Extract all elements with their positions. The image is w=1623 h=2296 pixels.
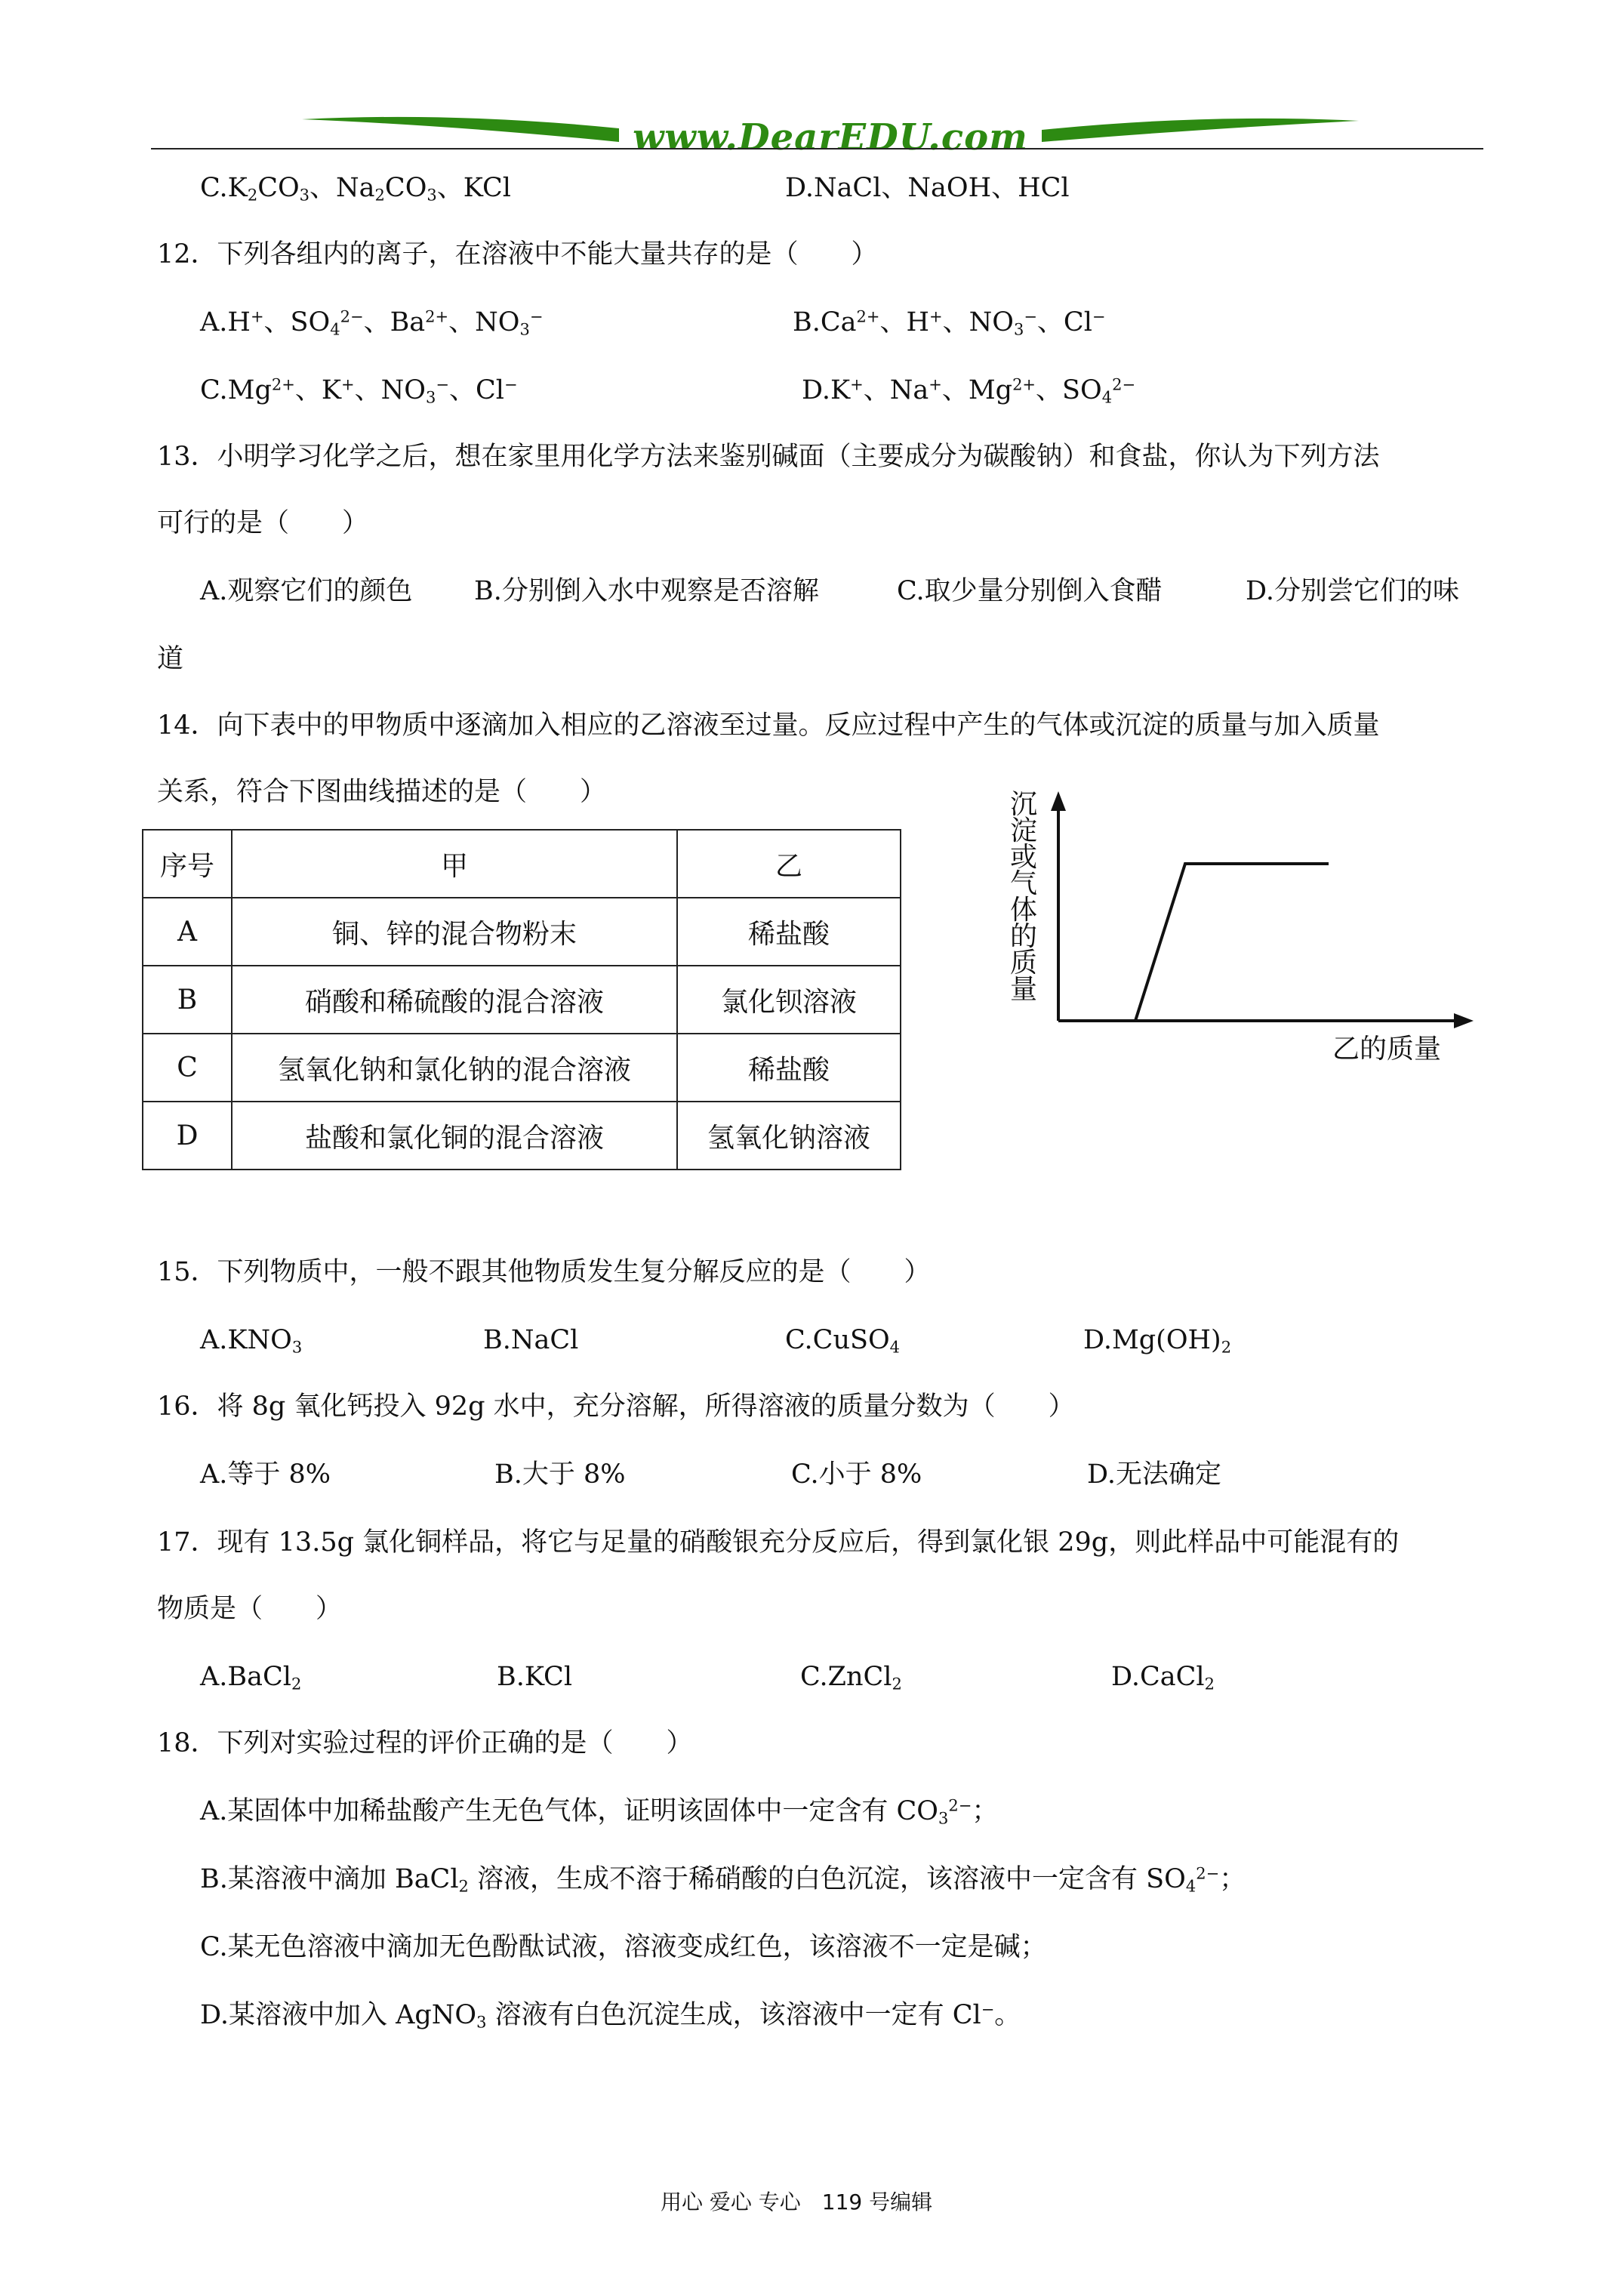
table-cell: 氢氧化钠溶液 — [677, 1102, 901, 1170]
q18-option-c: C.某无色溶液中滴加无色酚酞试液，溶液变成红色，该溶液不一定是碱； — [200, 1932, 1047, 1962]
table-cell: 盐酸和氯化铜的混合溶液 — [232, 1102, 677, 1170]
table-cell: B — [143, 966, 232, 1034]
graph-x-arrow — [1454, 1013, 1474, 1028]
q14-table — [142, 829, 901, 1170]
table-row — [143, 1102, 901, 1170]
graph-ylabel-char: 体 — [1010, 895, 1038, 926]
graph-ylabel-char: 或 — [1010, 842, 1038, 873]
header-logo-text: www.DearEDU.com — [633, 116, 1028, 159]
q15-option-c: C.CuSO$_4$ — [785, 1325, 901, 1357]
q17-stem-line1: 17．现有 13.5g 氯化铜样品，将它与足量的硝酸银充分反应后，得到氯化银 29g，则此样品中可能混有的 — [157, 1527, 1400, 1558]
q16-option-c: C.小于 8% — [791, 1459, 922, 1490]
q15-stem: 15．下列物质中，一般不跟其他物质发生复分解反应的是（ ） — [157, 1257, 931, 1287]
table-header-row — [143, 830, 901, 898]
q11-option-d: D.NaCl、NaOH、HCl — [785, 173, 1070, 203]
q12-option-c: $C.Mg^{2+}$、K+、$NO_3^-$、Cl− — [200, 375, 518, 407]
q13-option-d: D.分别尝它们的味 — [1246, 576, 1459, 606]
q17-option-c: C.ZnCl$_2$ — [800, 1662, 902, 1693]
q12-stem: 12．下列各组内的离子，在溶液中不能大量共存的是（ ） — [157, 239, 878, 270]
q13-stem-line2: 可行的是（ ） — [157, 508, 369, 538]
table-row — [143, 1034, 901, 1102]
table-row — [143, 898, 901, 966]
q12-option-a: A.H+、$SO_4^{2-}$、$Ba^{2+}$、$NO_3^-$ — [200, 307, 544, 339]
table-header-cell: 序号 — [143, 830, 232, 898]
graph-x-label: 乙的质量 — [1332, 1034, 1442, 1065]
q17-option-d: D.CaCl$_2$ — [1111, 1662, 1215, 1693]
q16-option-b: B.大于 8% — [494, 1459, 626, 1490]
table-cell: 稀盐酸 — [677, 898, 901, 966]
q14-stem-line1: 14．向下表中的甲物质中逐滴加入相应的乙溶液至过量。反应过程中产生的气体或沉淀的质量与加入质量 — [157, 710, 1380, 741]
q13-option-c: C.取少量分别倒入食醋 — [897, 576, 1163, 606]
q16-option-a: A.等于 8% — [200, 1459, 331, 1490]
q17-stem-line2: 物质是（ ） — [157, 1594, 343, 1624]
q18-stem: 18．下列对实验过程的评价正确的是（ ） — [157, 1728, 693, 1758]
q17-option-b: B.KCl — [497, 1662, 573, 1692]
q18-option-d: D.某溶液中加入 AgNO$_3$ 溶液有白色沉淀生成，该溶液中一定有 Cl−。 — [200, 2000, 1021, 2032]
graph-ylabel-char: 量 — [1010, 974, 1038, 1005]
table-cell: 氢氧化钠和氯化钠的混合溶液 — [232, 1034, 677, 1102]
header-rule — [151, 148, 1483, 149]
q13-stem-line1: 13．小明学习化学之后，想在家里用化学方法来鉴别碱面（主要成分为碳酸钠）和食盐，你认为下列方法 — [157, 442, 1380, 472]
q18-option-a: A.某固体中加稀盐酸产生无色气体，证明该固体中一定含有 $CO_3^{2-}$； — [200, 1796, 999, 1828]
graph-ylabel-char: 沉 — [1010, 789, 1038, 820]
q16-stem: 16．将 8g 氧化钙投入 92g 水中，充分溶解，所得溶液的质量分数为（ ） — [157, 1391, 1075, 1422]
q14-stem-line2: 关系，符合下图曲线描述的是（ ） — [157, 777, 607, 807]
table-cell: 稀盐酸 — [677, 1034, 901, 1102]
table-cell: D — [143, 1102, 232, 1170]
graph-ylabel-char: 的 — [1010, 921, 1038, 952]
q15-option-b: B.NaCl — [483, 1325, 579, 1355]
graph-ylabel-char: 淀 — [1010, 815, 1038, 846]
q13-option-b: B.分别倒入水中观察是否溶解 — [474, 576, 819, 606]
graph-curve — [1135, 864, 1329, 1021]
q17-option-a: A.BaCl$_2$ — [200, 1662, 302, 1693]
q13-option-a: A.观察它们的颜色 — [200, 576, 413, 606]
table-cell: C — [143, 1034, 232, 1102]
q14-graph — [996, 785, 1487, 1072]
table-header-cell: 甲 — [232, 830, 677, 898]
table-cell: A — [143, 898, 232, 966]
table-cell: 铜、锌的混合物粉末 — [232, 898, 677, 966]
q15-option-a: $A.KNO_3$ — [200, 1325, 303, 1357]
q13-option-d-cont: 道 — [157, 644, 184, 674]
graph-ylabel-char: 质 — [1010, 948, 1038, 978]
q16-option-d: D.无法确定 — [1087, 1459, 1221, 1490]
q18-option-b: B.某溶液中滴加 BaCl$_2$ 溶液，生成不溶于稀硝酸的白色沉淀，该溶液中一定含有 $SO_4^{2-}$； — [200, 1864, 1246, 1896]
table-cell: 氯化钡溶液 — [677, 966, 901, 1034]
graph-y-arrow — [1051, 791, 1066, 811]
q12-option-b: $B.Ca^{2+}$、H+、$NO_3^-$、Cl− — [793, 307, 1106, 339]
q11-option-c: $C.K_2CO_3$、$Na_2CO_3$、KCl — [200, 173, 511, 205]
graph-ylabel-char: 气 — [1010, 868, 1038, 899]
table-row — [143, 966, 901, 1034]
q15-option-d: $D.Mg(OH)_2$ — [1083, 1325, 1232, 1357]
table-header-cell: 乙 — [677, 830, 901, 898]
footer-text: 用心 爱心 专心 119 号编辑 — [661, 2190, 933, 2214]
q12-option-d: D.K+、Na+、$Mg^{2+}$、$SO_4^{2-}$ — [802, 375, 1136, 407]
table-cell: 硝酸和稀硫酸的混合溶液 — [232, 966, 677, 1034]
